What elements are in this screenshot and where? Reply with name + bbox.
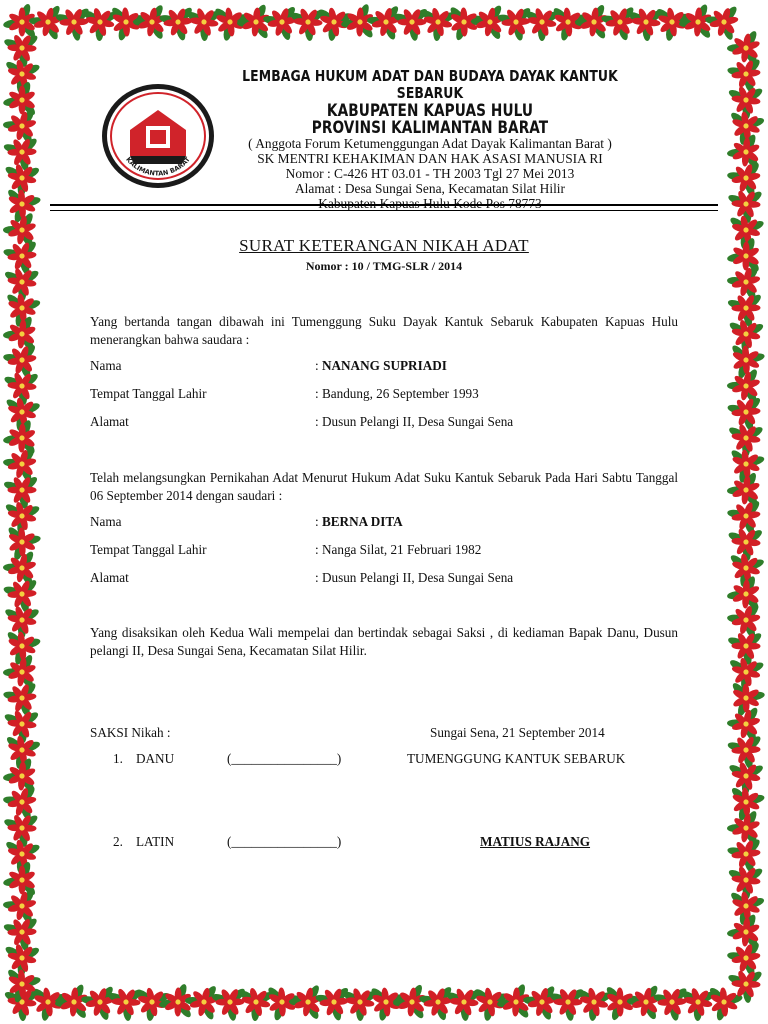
colon: :: [315, 514, 322, 529]
colon: :: [315, 358, 322, 373]
bride-address-value: Dusun Pelangi II, Desa Sungai Sena: [321, 570, 514, 585]
witness-label: SAKSI Nikah :: [90, 725, 171, 740]
organization-logo: [100, 78, 216, 194]
colon: :: [315, 414, 322, 429]
bride-name-value: BERNA DITA: [321, 514, 403, 529]
witness2-number: 2.: [113, 834, 123, 849]
bride-name-label: Nama: [90, 514, 122, 529]
intro-paragraph: Yang bertanda tangan dibawah ini Tumenggung Suku Dayak Kantuk Sebaruk Kabupaten Kapuas Hulu menerangkan bahwa saudara :: [90, 314, 678, 347]
sk-line: SK MENTRI KEHAKIMAN DAN HAK ASASI MANUSIA RI: [257, 151, 603, 166]
witness2-signature-line: (________________): [227, 834, 342, 849]
groom-address-value: Dusun Pelangi II, Desa Sungai Sena: [321, 414, 514, 429]
signer-title: TUMENGGUNG KANTUK SEBARUK: [407, 751, 626, 766]
groom-name-row: [90, 358, 678, 376]
signer-name: MATIUS RAJANG: [480, 834, 591, 849]
bride-address-row: [90, 570, 678, 588]
groom-birth-row: [90, 386, 678, 404]
org-regency: KABUPATEN KAPUAS HULU: [326, 101, 534, 120]
org-province: PROVINSI KALIMANTAN BARAT: [311, 118, 549, 137]
groom-name-value: NANANG SUPRIADI: [321, 358, 447, 373]
colon: :: [315, 542, 322, 557]
header-divider-thin: [50, 210, 718, 211]
document-page: [50, 50, 718, 974]
witness-paragraph: Yang disaksikan oleh Kedua Wali mempelai dan bertindak sebagai Saksi , di kediaman Bapak Danu, Dusun pelangi II, Desa Sungai Sena, Kecamatan Silat Hilir.: [90, 625, 678, 658]
groom-name-label: Nama: [90, 358, 122, 373]
org-name: LEMBAGA HUKUM ADAT DAN BUDAYA DAYAK KANTUK SEBARUK: [242, 67, 618, 102]
registration-number: Nomor : C-426 HT 03.01 - TH 2003 Tgl 27 Mei 2013: [285, 166, 575, 181]
colon: :: [315, 570, 322, 585]
address-line: Alamat : Desa Sungai Sena, Kecamatan Silat Hilir: [295, 181, 565, 196]
groom-address-row: [90, 414, 678, 432]
bride-name-row: [90, 514, 678, 532]
groom-address-label: Alamat: [90, 414, 129, 429]
member-line: ( Anggota Forum Ketumenggungan Adat Dayak Kalimantan Barat ): [248, 136, 612, 151]
document-title: SURAT KETERANGAN NIKAH ADAT: [239, 236, 529, 255]
witness2-name: LATIN: [136, 834, 175, 849]
bride-address-label: Alamat: [90, 570, 129, 585]
colon: :: [315, 386, 322, 401]
witness1-number: 1.: [113, 751, 123, 766]
header-divider-thick: [50, 204, 718, 206]
place-date: Sungai Sena, 21 September 2014: [430, 725, 605, 740]
letterhead: [220, 68, 640, 211]
groom-birth-value: Bandung, 26 September 1993: [321, 386, 479, 401]
logo-ring-text: KALIMANTAN BARAT: [124, 155, 192, 178]
bride-birth-row: [90, 542, 678, 560]
document-number: Nomor : 10 / TMG-SLR / 2014: [305, 259, 463, 273]
witness1-signature-line: (________________): [227, 751, 342, 766]
witness1-name: DANU: [136, 751, 175, 766]
bride-birth-label: Tempat Tanggal Lahir: [90, 542, 207, 557]
marriage-paragraph: Telah melangsungkan Pernikahan Adat Menurut Hukum Adat Suku Kantuk Sebaruk Pada Hari Sabtu Tanggal 06 September 2014 dengan saudari :: [90, 470, 678, 503]
bride-birth-value: Nanga Silat, 21 Februari 1982: [321, 542, 482, 557]
groom-birth-label: Tempat Tanggal Lahir: [90, 386, 207, 401]
